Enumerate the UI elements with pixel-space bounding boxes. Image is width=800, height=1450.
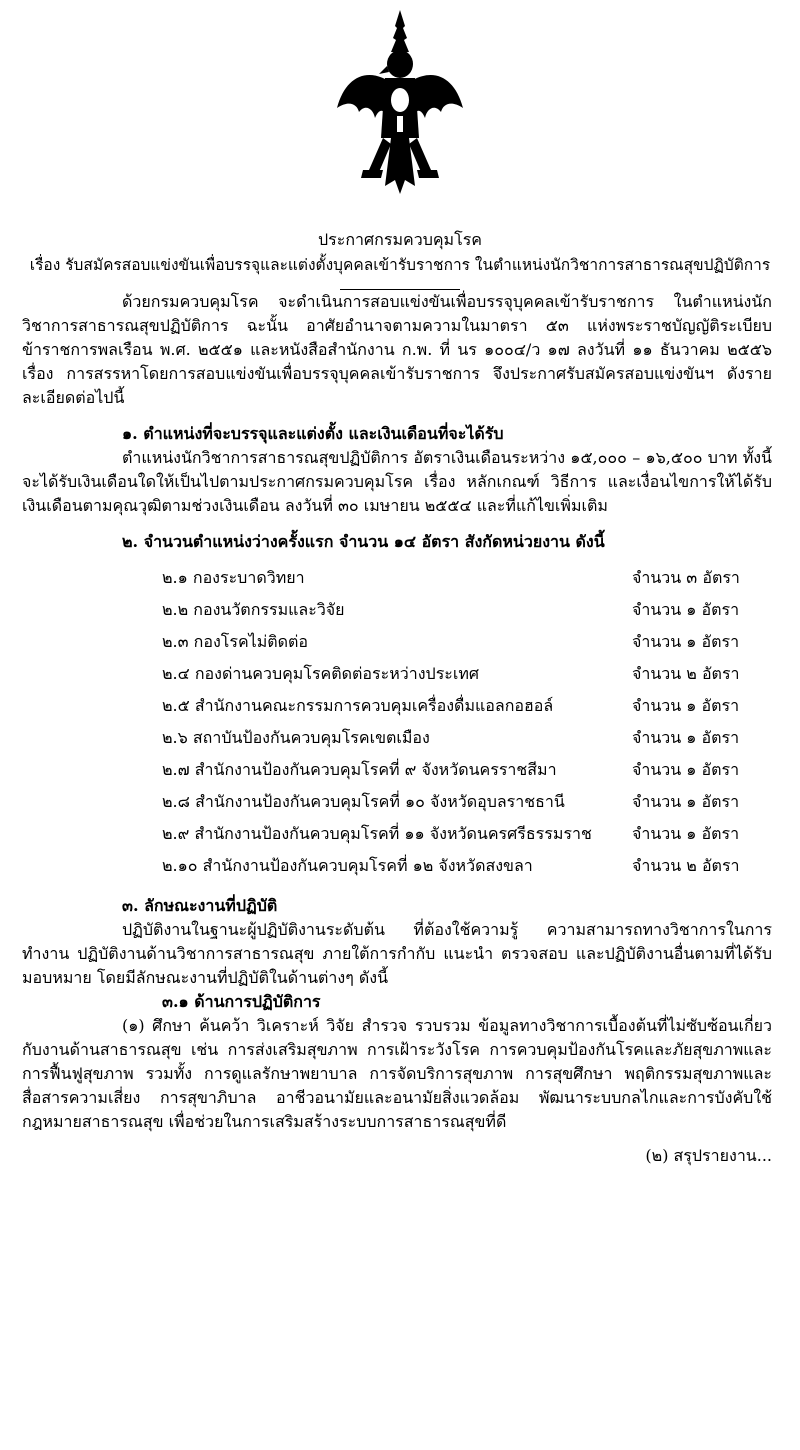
list-item (22, 754, 772, 786)
unit-quantity: จำนวน ๓ อัตรา (632, 568, 740, 587)
list-item (22, 626, 772, 658)
unit-quantity: จำนวน ๑ อัตรา (632, 792, 740, 811)
unit-name: ๒.๗ สำนักงานป้องกันควบคุมโรคที่ ๙ จังหวัดนครราชสีมา (162, 760, 557, 779)
unit-quantity: จำนวน ๑ อัตรา (632, 760, 740, 779)
unit-name: ๒.๘ สำนักงานป้องกันควบคุมโรคที่ ๑๐ จังหวัดอุบลราชธานี (162, 792, 565, 811)
unit-quantity: จำนวน ๑ อัตรา (632, 824, 740, 843)
section-1-heading: ๑. ตำแหน่งที่จะบรรจุและแต่งตั้ง และเงินเดือนที่จะได้รับ (122, 424, 504, 443)
unit-name: ๒.๑๐ สำนักงานป้องกันควบคุมโรคที่ ๑๒ จังหวัดสงขลา (162, 856, 533, 875)
unit-quantity: จำนวน ๑ อัตรา (632, 632, 740, 651)
unit-name: ๒.๑ กองระบาดวิทยา (162, 568, 305, 587)
unit-name: ๒.๒ กองนวัตกรรมและวิจัย (162, 600, 345, 619)
section-3-heading: ๓. ลักษณะงานที่ปฏิบัติ (122, 896, 278, 915)
section-1-text: ตำแหน่งนักวิชาการสาธารณสุขปฏิบัติการ อัตราเงินเดือนระหว่าง ๑๕,๐๐๐ – ๑๖,๕๐๐ บาท ทั้งนี้ จะได้รับเงินเดือนใดให้เป็นไปตามประกาศกรมควบคุมโรค เรื่อง หลักเกณฑ์ วิธีการ และเงื่อนไขการให้ได้รับเงินเดือนตามคุณวุฒิตามช่วงเงินเดือน ลงวันที่ ๓๐ เมษายน ๒๕๕๔ และที่แก้ไขเพิ่มเติม (22, 448, 772, 515)
unit-quantity: จำนวน ๑ อัตรา (632, 696, 740, 715)
list-item (22, 786, 772, 818)
unit-name: ๒.๓ กองโรคไม่ติดต่อ (162, 632, 309, 651)
list-item (22, 850, 772, 882)
intro-paragraph: ด้วยกรมควบคุมโรค จะดำเนินการสอบแข่งขันเพื่อบรรจุบุคคลเข้ารับราชการ ในตำแหน่งนักวิชาการสาธารณสุขปฏิบัติการ ฉะนั้น อาศัยอำนาจตามความในมาตรา ๕๓ แห่งพระราชบัญญัติระเบียบข้าราชการพลเรือน พ.ศ. ๒๕๕๑ และหนังสือสำนักงาน ก.พ. ที่ นร ๑๐๐๔/ว ๑๗ ลงวันที่ ๑๑ ธันวาคม ๒๕๕๖ เรื่อง การสรรหาโดยการสอบแข่งขันเพื่อบรรจุบุคคลเข้ารับราชการ จึงประกาศรับสมัครสอบแข่งขันฯ ดังรายละเอียดต่อไปนี้ (22, 292, 772, 407)
list-item (22, 722, 772, 754)
unit-name: ๒.๙ สำนักงานป้องกันควบคุมโรคที่ ๑๑ จังหวัดนครศรีธรรมราช (162, 824, 592, 843)
unit-name: ๒.๖ สถาบันป้องกันควบคุมโรคเขตเมือง (162, 728, 430, 747)
document-header (0, 228, 800, 290)
unit-name: ๒.๕ สำนักงานคณะกรรมการควบคุมเครื่องดื่มแอลกอฮอล์ (162, 696, 554, 715)
list-item (22, 562, 772, 594)
unit-quantity: จำนวน ๑ อัตรา (632, 600, 740, 619)
list-item (22, 658, 772, 690)
list-item (22, 818, 772, 850)
unit-name: ๒.๔ กองด่านควบคุมโรคติดต่อระหว่างประเทศ (162, 664, 480, 683)
document-body (22, 290, 772, 1168)
section-3-1-heading: ๓.๑ ด้านการปฏิบัติการ (162, 992, 321, 1011)
unit-quantity: จำนวน ๒ อัตรา (632, 664, 740, 683)
section-3-text: ปฏิบัติงานในฐานะผู้ปฏิบัติงานระดับต้น ที่ต้องใช้ความรู้ ความสามารถทางวิชาการในการทำงาน ปฏิบัติงานด้านวิชาการสาธารณสุข ภายใต้การกำกับ แนะนำ ตรวจสอบ และปฏิบัติงานอื่นตามที่ได้รับมอบหมาย โดยมีลักษณะงานที่ปฏิบัติในด้านต่างๆ ดังนี้ (22, 920, 772, 987)
vacancy-list (22, 562, 772, 882)
continuation-marker: (๒) สรุปรายงาน... (645, 1146, 772, 1165)
unit-quantity: จำนวน ๑ อัตรา (632, 728, 740, 747)
announcement-subject: เรื่อง รับสมัครสอบแข่งขันเพื่อบรรจุและแต่งตั้งบุคคลเข้ารับราชการ ในตำแหน่งนักวิชาการสาธารณสุขปฏิบัติการ (29, 256, 771, 274)
list-item (22, 594, 772, 626)
section-3-1-item-1: (๑) ศึกษา ค้นคว้า วิเคราะห์ วิจัย สำรวจ รวบรวม ข้อมูลทางวิชาการเบื้องต้นที่ไม่ซับซ้อนเกี่ยวกับงานด้านสาธารณสุข เช่น การส่งเสริมสุขภาพ การเฝ้าระวังโรค การควบคุมป้องกันโรคและภัยสุขภาพและการฟื้นฟูสุขภาพ รวมทั้ง การดูแลรักษาพยาบาล การจัดบริการสุขภาพ การสุขศึกษา พฤติกรรมสุขภาพและสื่อสารความเสี่ยง การสุขาภิบาล อาชีวอนามัยและอนามัยสิ่งแวดล้อม พัฒนาระบบกลไกและการบังคับใช้กฎหมายสาธารณสุข เพื่อช่วยในการเสริมสร้างระบบการสาธารณสุขที่ดี (22, 1016, 772, 1131)
section-2-heading: ๒. จำนวนตำแหน่งว่างครั้งแรก จำนวน ๑๔ อัตรา สังกัดหน่วยงาน ดังนี้ (122, 532, 605, 551)
list-item (22, 690, 772, 722)
garuda-emblem-icon (335, 8, 465, 218)
unit-quantity: จำนวน ๒ อัตรา (632, 856, 740, 875)
announcement-title: ประกาศกรมควบคุมโรค (318, 230, 482, 249)
